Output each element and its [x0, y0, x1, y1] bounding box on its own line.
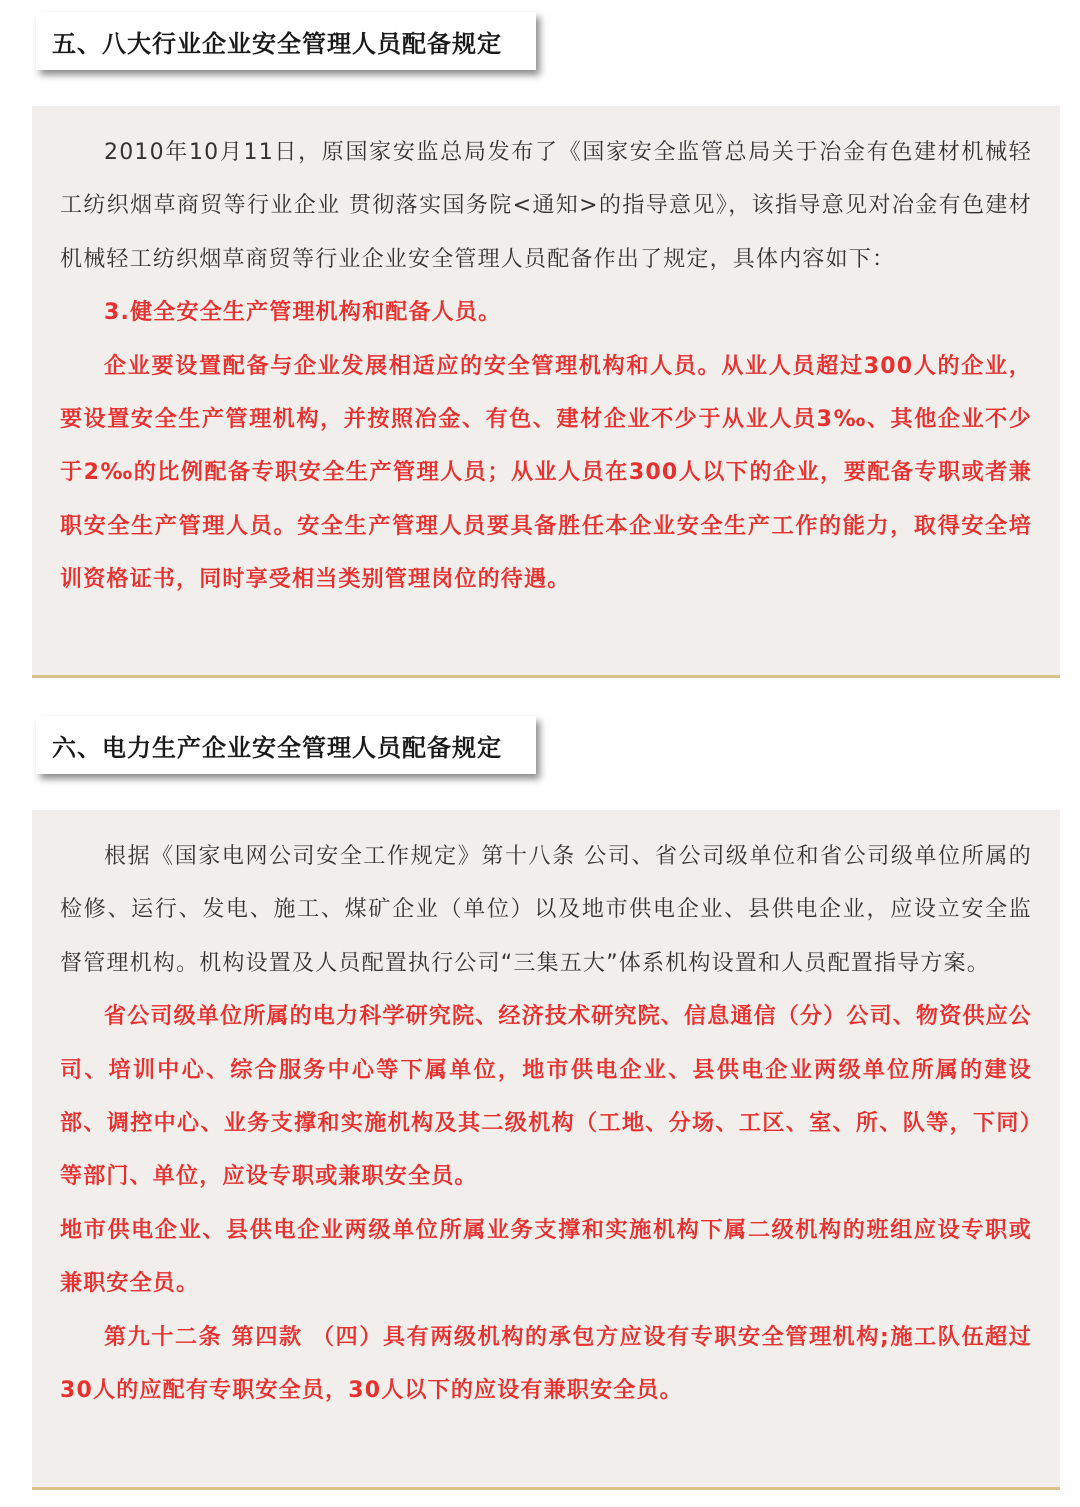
section-5-intro: 2010年10月11日，原国家安监总局发布了《国家安全监管总局关于冶金有色建材机械轻工纺织烟草商贸等行业企业 贯彻落实国务院<通知>的指导意见》，该指导意见对冶金有色建材机械轻工纺织烟草商贸等行业企业安全管理人员配备作出了规定，具体内容如下： — [60, 140, 1032, 272]
section-6-intro: 根据《国家电网公司安全工作规定》第十八条 公司、省公司级单位和省公司级单位所属的检修、运行、发电、施工、煤矿企业（单位）以及地市供电企业、县供电企业，应设立安全监督管理机构。机构设置及人员配置执行公司“三集五大”体系机构设置和人员配置指导方案。 — [60, 844, 1032, 976]
section-6-article-92-paragraph: 第九十二条 第四款 （四）具有两级机构的承包方应设有专职安全管理机构;施工队伍超过30人的应配有专职安全员，30人以下的应设有兼职安全员。 — [60, 1324, 1032, 1404]
section-6-units-paragraph: 省公司级单位所属的电力科学研究院、经济技术研究院、信息通信（分）公司、物资供应公司、培训中心、综合服务中心等下属单位，地市供电企业、县供电企业两级单位所属的建设部、调控中心、业务支撑和实施机构及其二级机构（工地、分场、工区、室、所、队等，下同）等部门、单位，应设专职或兼职安全员。 — [60, 1004, 1033, 1190]
section-5-panel — [32, 106, 1060, 678]
section-6-panel — [32, 810, 1060, 1490]
section-5-heading: 五、八大行业企业安全管理人员配备规定 — [36, 12, 536, 70]
section-5-point-body: 企业要设置配备与企业发展相适应的安全管理机构和人员。从业人员超过300人的企业，要设置安全生产管理机构，并按照冶金、有色、建材企业不少于从业人员3‰、其他企业不少于2‰的比例配备专职安全生产管理人员；从业人员在300人以下的企业，要配备专职或者兼职安全生产管理人员。安全生产管理人员要具备胜任本企业安全生产工作的能力，取得安全培训资格证书，同时享受相当类别管理岗位的待遇。 — [60, 353, 1032, 593]
section-6-team-paragraph: 地市供电企业、县供电企业两级单位所属业务支撑和实施机构下属二级机构的班组应设专职或兼职安全员。 — [60, 1217, 1032, 1297]
section-6-heading: 六、电力生产企业安全管理人员配备规定 — [36, 716, 536, 774]
section-5-point-title: 3.健全安全生产管理机构和配备人员。 — [104, 300, 502, 326]
